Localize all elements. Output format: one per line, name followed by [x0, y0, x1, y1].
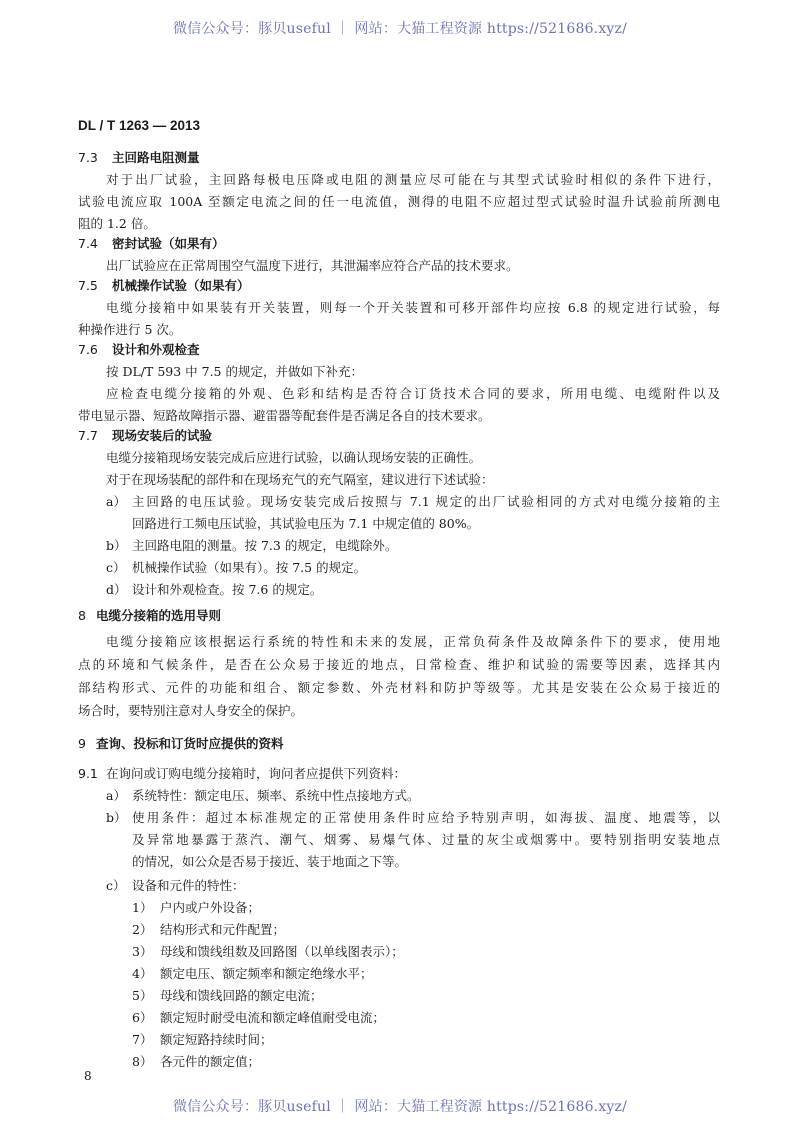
sub-item-text: 户内或户外设备； [160, 900, 261, 915]
section-number: 8 [78, 608, 86, 623]
page-number: 8 [84, 1069, 92, 1083]
sub-item-number: 4） [132, 966, 153, 981]
sub-item-text: 各元件的额定值； [160, 1054, 261, 1069]
section-9-heading [78, 734, 284, 754]
section-title: 主回路电阻测量 [112, 150, 200, 165]
section-number: 7.7 [78, 428, 98, 443]
paragraph-line: 电缆分接箱现场安装完成后应进行试验，以确认现场安装的正确性。 [106, 450, 482, 465]
section-number: 7.3 [78, 150, 98, 165]
section-number: 7.5 [78, 278, 98, 293]
section-7-6-heading [78, 340, 200, 360]
list-item-text: 使用条件：超过本标准规定的正常使用条件时应给予特别声明，如海拔、温度、地震等，以 [132, 810, 720, 825]
paragraph-line: 应检查电缆分接箱的外观、色彩和结构是否符合订货技术合同的要求，所用电缆、电缆附件以及 [106, 386, 720, 401]
sub-item-number: 7） [132, 1032, 153, 1047]
section-7-7-heading [78, 426, 212, 446]
section-number: 7.4 [78, 236, 98, 251]
section-number: 9 [78, 736, 86, 751]
sub-item-number: 2） [132, 922, 153, 937]
sub-item-number: 5） [132, 988, 153, 1003]
paragraph-line: 部结构形式、元件的功能和组合、额定参数、外壳材料和防护等级等。尤其是安装在公众易于接近的 [78, 680, 720, 695]
sub-item-text: 额定电压、额定频率和额定绝缘水平； [160, 966, 373, 981]
section-title: 设计和外观检查 [112, 342, 200, 357]
sub-item-number: 6） [132, 1010, 153, 1025]
list-item-text: 设计和外观检查。按 7.6 的规定。 [132, 582, 323, 597]
paragraph-line: 试验电流应取 100A 至额定电流之间的任一电流值，测得的电阻不应超过型式试验时温升试验前所测电 [78, 194, 720, 209]
section-title: 电缆分接箱的选用导则 [96, 608, 222, 623]
standard-number: DL / T 1263 — 2013 [78, 118, 201, 133]
list-item-text: 回路进行工频电压试验，其试验电压为 7.1 中规定值的 80%。 [132, 516, 480, 531]
list-label: b） [106, 538, 127, 553]
paragraph-line: 对于在现场装配的部件和在现场充气的充气隔室，建议进行下述试验： [106, 472, 494, 487]
sub-item-number: 8） [132, 1054, 153, 1069]
sub-item-number: 3） [132, 944, 153, 959]
paragraph-line: 带电显示器、短路故障指示器、避雷器等配套件是否满足各自的技术要求。 [78, 408, 491, 423]
list-item-text: 系统特性：额定电压、频率、系统中性点接地方式。 [132, 788, 420, 803]
list-label: c） [106, 560, 126, 575]
section-9-1-number: 9.1 [78, 766, 98, 781]
paragraph-line: 在询问或订购电缆分接箱时，询问者应提供下列资料： [106, 766, 407, 781]
watermark-top: 微信公众号：豚贝useful ｜ 网站：大猫工程资源 https://521686.xyz/ [172, 21, 628, 37]
paragraph-line: 电缆分接箱中如果装有开关装置，则每一个开关装置和可移开部件均应按 6.8 的规定进行试验，每 [106, 300, 720, 315]
paragraph-line: 种操作进行 5 次。 [78, 322, 182, 337]
paragraph-line: 阻的 1.2 倍。 [78, 216, 156, 231]
section-title: 密封试验（如果有） [112, 236, 225, 251]
section-title: 机械操作试验（如果有） [112, 278, 250, 293]
list-item-text: 主回路电阻的测量。按 7.3 的规定，电缆除外。 [132, 538, 398, 553]
paragraph-line: 对于出厂试验，主回路每极电压降或电阻的测量应尽可能在与其型式试验时相似的条件下进行， [106, 172, 720, 187]
sub-item-text: 母线和馈线回路的额定电流； [160, 988, 323, 1003]
list-item-text: 机械操作试验（如果有）。按 7.5 的规定。 [132, 560, 367, 575]
section-title: 现场安装后的试验 [112, 428, 213, 443]
watermark-bottom: 微信公众号：豚贝useful ｜ 网站：大猫工程资源 https://521686.xyz/ [172, 1099, 628, 1115]
sub-item-number: 1） [132, 900, 153, 915]
paragraph-line: 场合时，要特别注意对人身安全的保护。 [78, 703, 304, 718]
sub-item-text: 母线和馈线组数及回路图（以单线图表示）； [160, 944, 404, 959]
list-label: b） [106, 810, 127, 825]
section-7-5-heading [78, 276, 250, 296]
list-label: a） [106, 788, 126, 803]
paragraph-line: 点的环境和气候条件，是否在公众易于接近的地点，日常检查、维护和试验的需要等因素，选择其内 [78, 657, 720, 672]
list-item-text: 及异常地暴露于蒸汽、潮气、烟雾、易爆气体、过量的灰尘或烟雾中。要特别指明安装地点 [132, 832, 720, 847]
sub-item-text: 额定短时耐受电流和额定峰值耐受电流； [160, 1010, 386, 1025]
list-label: a） [106, 494, 126, 509]
section-title: 查询、投标和订货时应提供的资料 [96, 736, 284, 751]
section-number: 7.6 [78, 342, 98, 357]
sub-item-text: 额定短路持续时间； [160, 1032, 273, 1047]
list-item-text: 主回路的电压试验。现场安装完成后按照与 7.1 规定的出厂试验相同的方式对电缆分接箱的主 [132, 494, 720, 509]
section-7-3-heading [78, 148, 200, 168]
list-label: c） [106, 878, 126, 893]
paragraph-line: 按 DL/T 593 中 7.5 的规定，并做如下补充： [106, 364, 363, 379]
paragraph-line: 电缆分接箱应该根据运行系统的特性和未来的发展，正常负荷条件及故障条件下的要求，使用地 [106, 634, 720, 649]
sub-item-text: 结构形式和元件配置； [160, 922, 286, 937]
list-item-text: 设备和元件的特性： [132, 878, 245, 893]
section-7-4-heading [78, 234, 225, 254]
section-8-heading [78, 606, 221, 626]
list-label: d） [106, 582, 127, 597]
list-item-text: 的情况，如公众是否易于接近、装于地面之下等。 [132, 854, 408, 869]
paragraph-line: 出厂试验应在正常周围空气温度下进行，其泄漏率应符合产品的技术要求。 [106, 258, 519, 273]
